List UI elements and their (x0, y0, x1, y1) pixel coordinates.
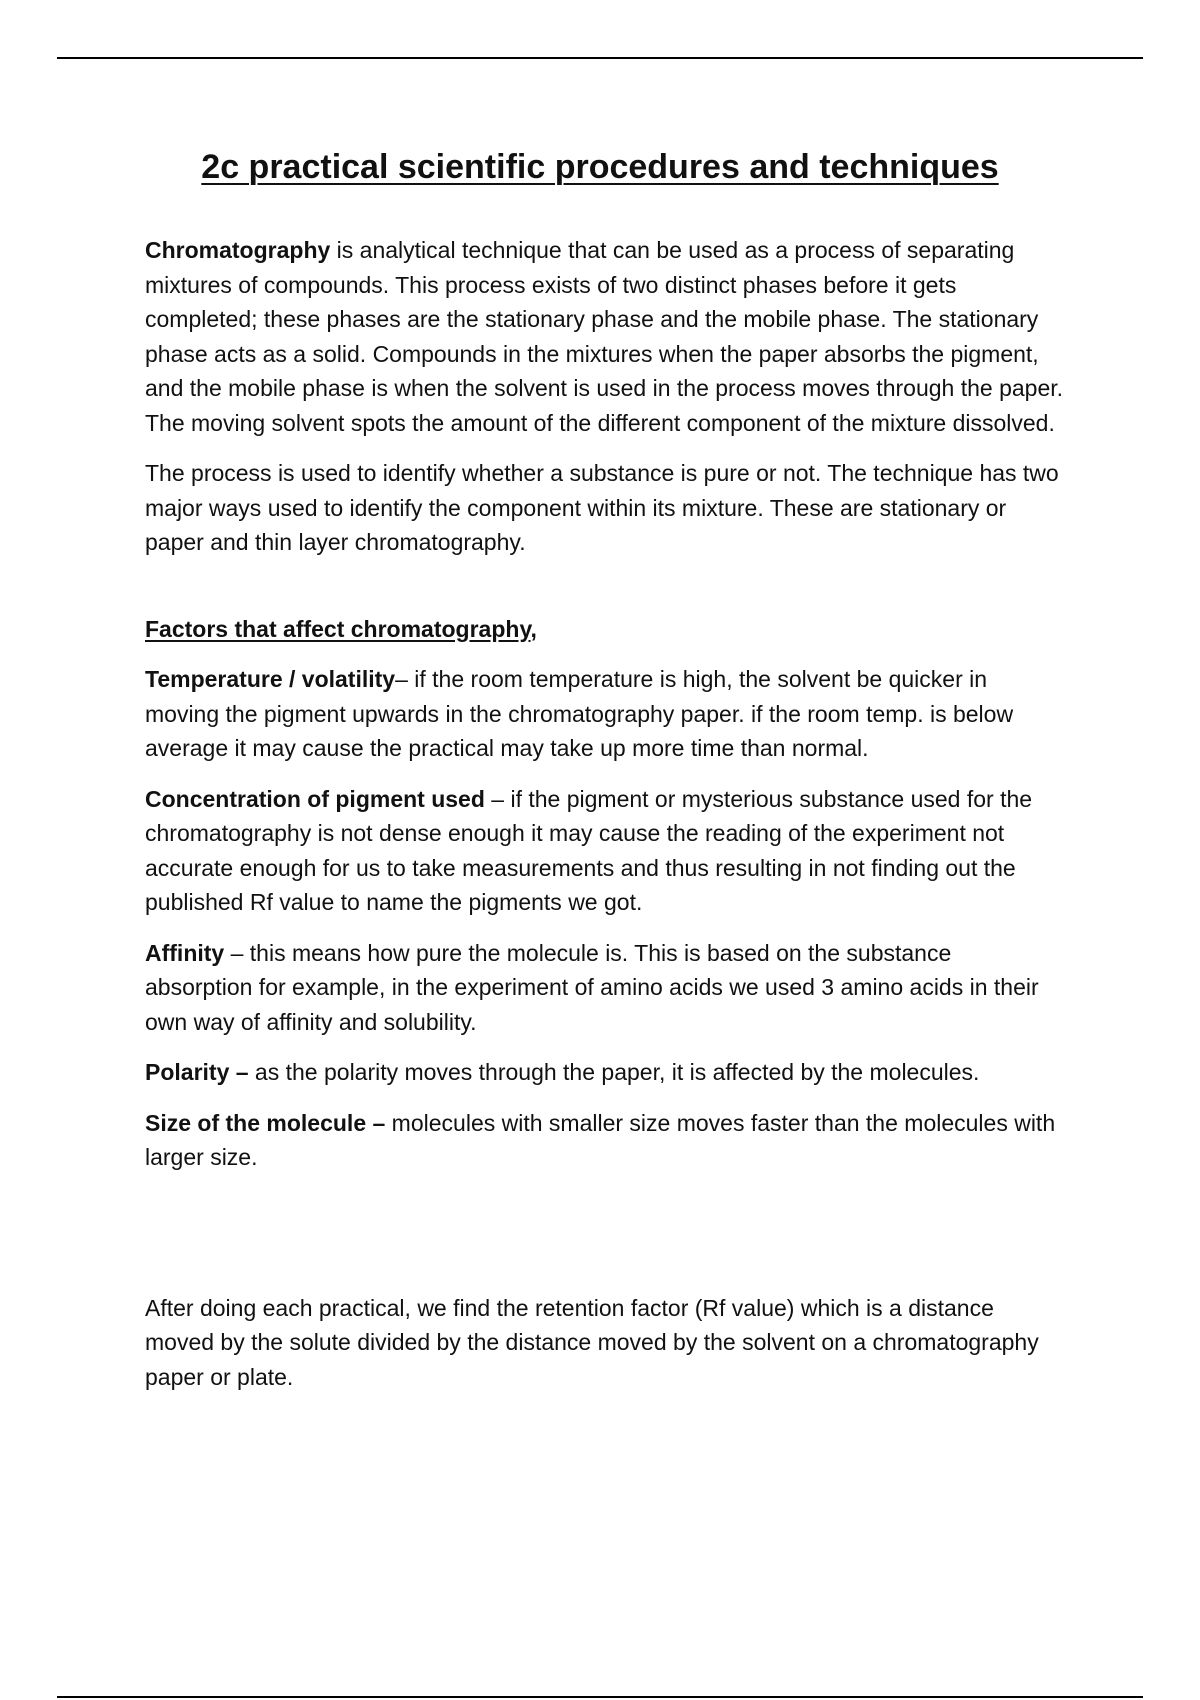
factor-item (145, 1055, 1065, 1090)
factor-term: Temperature / volatility (145, 666, 396, 692)
factor-text: as the polarity moves through the paper, it is affected by the molecules. (248, 1059, 980, 1085)
conclusion-paragraph: After doing each practical, we find the retention factor (Rf value) which is a distance moved by the solute divided by the distance moved by the solvent on a chromatography paper or plate. (145, 1294, 1039, 1390)
factor-term: Concentration of pigment used (145, 785, 485, 812)
factor-item (145, 782, 1065, 920)
purpose-paragraph: The process is used to identify whether a substance is pure or not. The technique has two major ways used to identify the component within its mixture. These are stationary or paper and thin layer chromatography. (145, 460, 1059, 555)
intro-term: Chromatography (145, 237, 331, 263)
factor-item (145, 936, 1065, 1040)
intro-text: is analytical technique that can be used as a process of separating mixtures of compounds. This process exists of two distinct phases before it gets completed; these phases are the stationary phase and the mobile phase. The stationary phase acts as a solid. Compounds in the mixtures when the paper absorbs the pigment, and the mobile phase is when the solvent is used in the process moves through the paper. The moving solvent spots the amount of the different component of the mixture dissolved. (145, 237, 1064, 436)
top-rule (57, 57, 1143, 59)
intro-paragraph (145, 233, 1065, 440)
factor-term: Polarity – (145, 1059, 249, 1085)
page-title: 2c practical scientific procedures and techniques (201, 148, 999, 186)
factor-term: Size of the molecule – (145, 1109, 386, 1136)
factor-term: Affinity (145, 939, 225, 966)
bottom-rule (57, 1696, 1143, 1698)
factors-heading: Factors that affect chromatography, (145, 615, 537, 642)
factor-text: – if the room temperature is high, the solvent be quicker in moving the pigment upwards in the chromatography paper. if the room temp. is below average it may cause the practical may take up more time than normal. (145, 666, 1014, 761)
factor-text: molecules with smaller size moves faster than the molecules with larger size. (145, 1109, 1056, 1170)
document-body (145, 233, 1065, 1410)
factor-item (145, 662, 1065, 766)
factor-text: – if the pigment or mysterious substance used for the chromatography is not dense enough it may cause the reading of the experiment not accurate enough for us to take measurements and thus resulting in not finding out the published Rf value to name the pigments we got. (145, 785, 1033, 915)
factor-item (145, 1106, 1065, 1175)
factor-text: – this means how pure the molecule is. This is based on the substance absorption for example, in the experiment of amino acids we used 3 amino acids in their own way of affinity and solubility. (145, 939, 1039, 1035)
